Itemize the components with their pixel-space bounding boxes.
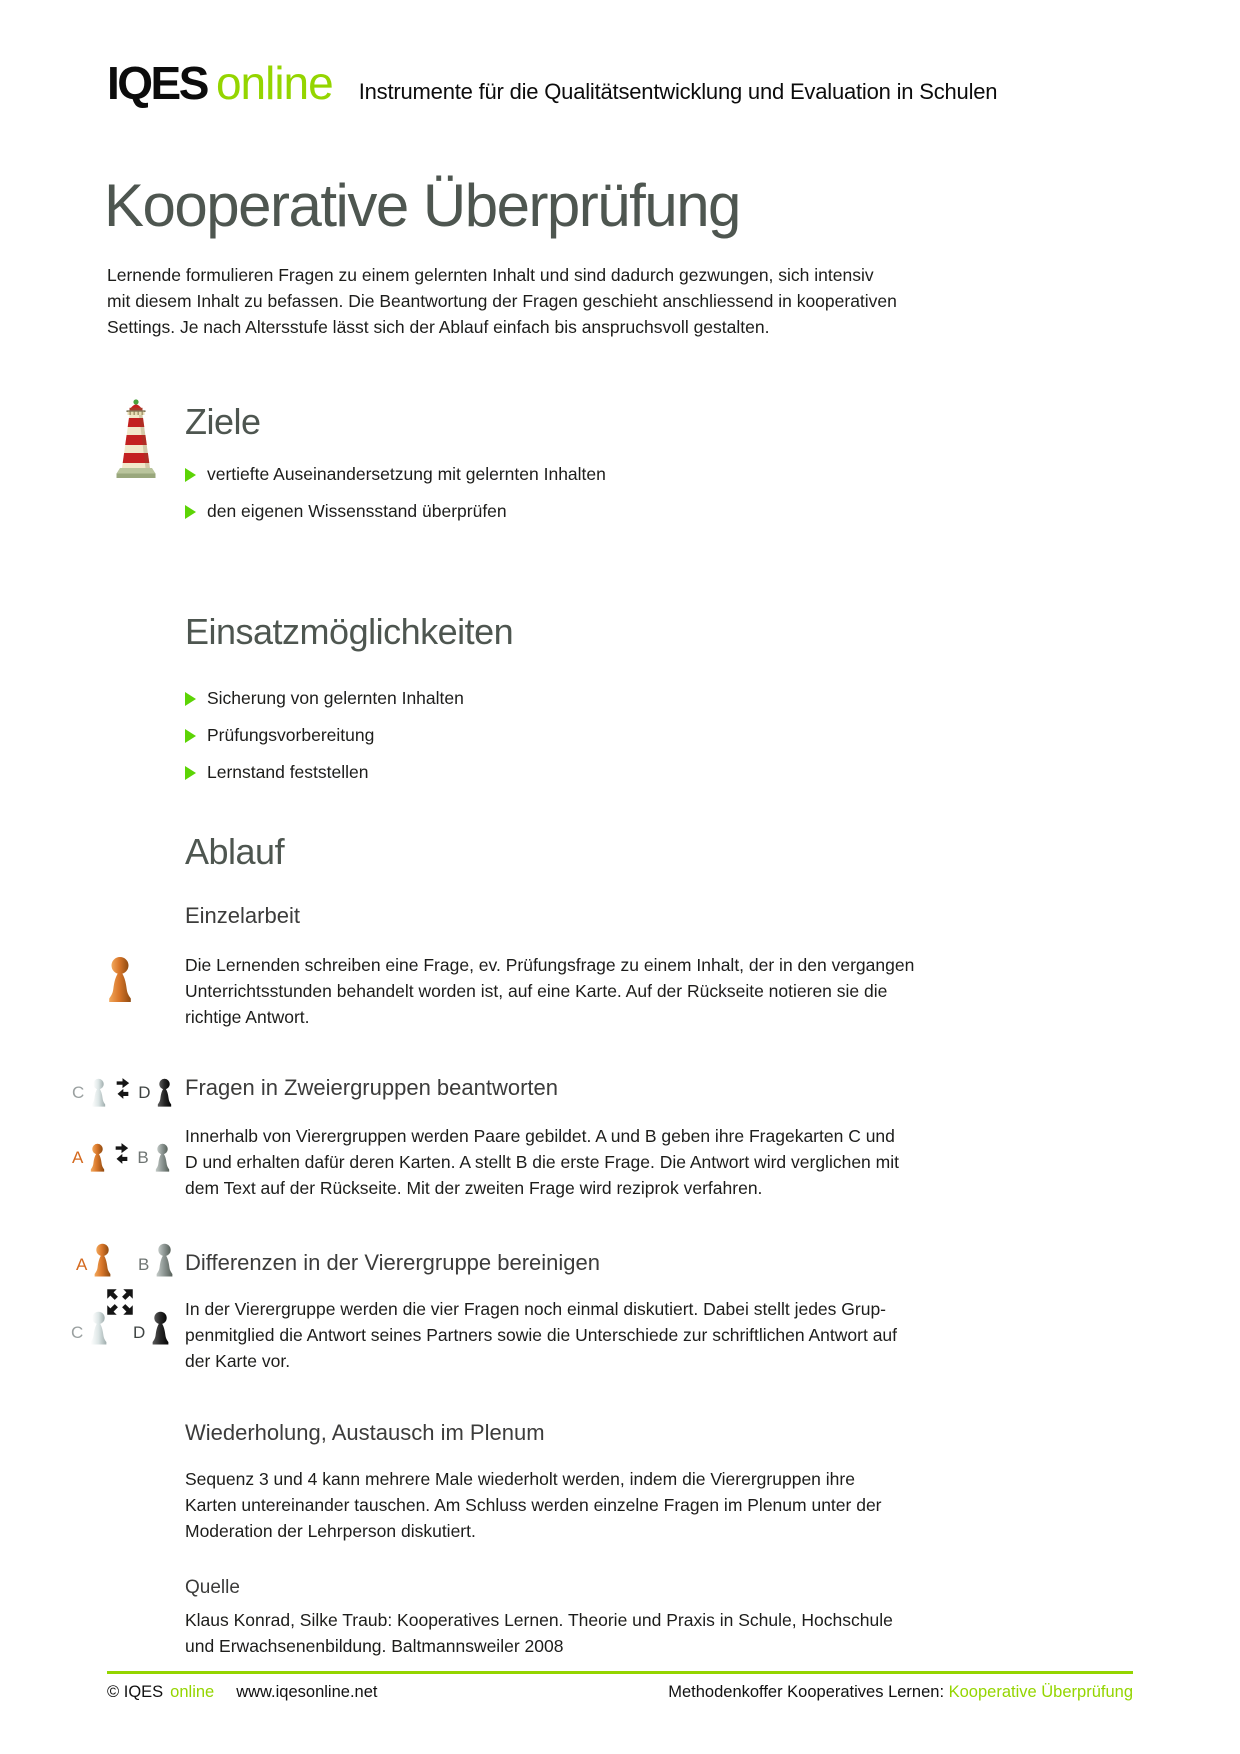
bullet-triangle-icon xyxy=(185,505,196,519)
paragraph-line: Karten untereinander tauschen. Am Schluss werden einzelne Fragen im Plenum unter der xyxy=(185,1495,882,1515)
step-heading-zweiergruppen: Fragen in Zweiergruppen beantworten xyxy=(185,1075,559,1100)
bullet-triangle-icon xyxy=(185,468,196,482)
bullet-text: Lernstand feststellen xyxy=(207,762,369,782)
paragraph-line: der Karte vor. xyxy=(185,1351,291,1371)
pawn-label-b: B xyxy=(138,1255,150,1274)
gray-pawn-icon xyxy=(152,1143,173,1173)
paragraph-line: Innerhalb von Vierergruppen werden Paare gebildet. A und B geben ihre Fragekarten C und xyxy=(185,1126,895,1146)
list-item xyxy=(185,688,464,709)
pawn-group-c xyxy=(71,1311,111,1346)
pawn-group-b xyxy=(138,1243,177,1278)
footer-context-highlight: Kooperative Überprüfung xyxy=(948,1683,1133,1701)
black-pawn-icon xyxy=(148,1311,173,1346)
orange-pawn-icon xyxy=(87,1143,108,1173)
list-item xyxy=(185,762,369,783)
pawn-group-d xyxy=(133,1311,173,1346)
footer-brand-online: online xyxy=(170,1683,215,1701)
pair-exchange-pawns-icon xyxy=(72,1077,182,1173)
bullet-text: vertiefte Auseinandersetzung mit gelernten Inhalten xyxy=(207,464,606,484)
step-paragraph xyxy=(185,1296,897,1374)
pawn-group-a xyxy=(76,1243,115,1278)
pawn-label-d: D xyxy=(133,1323,146,1342)
paragraph-line: D und erhalten dafür deren Karten. A stellt B die erste Frage. Die Antwort wird verglichen mit xyxy=(185,1152,899,1172)
exchange-arrows-icon xyxy=(115,1077,130,1100)
paragraph-line: Unterrichtsstunden behandelt worden ist, auf eine Karte. Auf der Rückseite notieren sie die xyxy=(185,981,888,1001)
paragraph-line: Die Lernenden schreiben eine Frage, ev. Prüfungsfrage zu einem Inhalt, der in den vergangen xyxy=(185,955,915,975)
foursome-pawns-icon xyxy=(68,1243,186,1359)
pawn-label-a: A xyxy=(76,1255,88,1274)
footer-rule xyxy=(107,1671,1133,1674)
masthead xyxy=(107,57,998,109)
paragraph-line: und Erwachsenenbildung. Baltmannsweiler 2008 xyxy=(185,1636,564,1656)
orange-pawn-icon xyxy=(103,956,137,1004)
paragraph-line: richtige Antwort. xyxy=(185,1007,310,1027)
step-heading-einzelarbeit: Einzelarbeit xyxy=(185,903,300,928)
footer-context: Methodenkoffer Kooperatives Lernen: xyxy=(668,1683,945,1701)
pawn-label-b: B xyxy=(137,1148,149,1167)
pawn-pair-ab xyxy=(72,1142,182,1173)
list-item xyxy=(185,464,606,485)
pawn-label-a: A xyxy=(72,1148,84,1167)
footer-right xyxy=(668,1683,1133,1702)
footer-url-link[interactable]: www.iqesonline.net xyxy=(236,1683,378,1701)
gray-pawn-icon xyxy=(152,1243,177,1278)
intro-line: Lernende formulieren Fragen zu einem gelernten Inhalt und sind dadurch gezwungen, sich intensiv xyxy=(107,265,874,285)
lighthouse-icon xyxy=(110,398,162,480)
intro-paragraph xyxy=(107,262,897,340)
bullet-triangle-icon xyxy=(185,766,196,780)
bullet-text: den eigenen Wissensstand überprüfen xyxy=(207,501,507,521)
pawn-pair-cd xyxy=(72,1077,182,1108)
bullet-text: Sicherung von gelernten Inhalten xyxy=(207,688,464,708)
black-pawn-icon xyxy=(154,1078,175,1108)
header-tagline: Instrumente für die Qualitätsentwicklung und Evaluation in Schulen xyxy=(358,79,998,104)
bullet-triangle-icon xyxy=(185,692,196,706)
quelle-paragraph xyxy=(185,1607,893,1659)
white-pawn-icon xyxy=(86,1311,111,1346)
paragraph-line: Klaus Konrad, Silke Traub: Kooperatives Lernen. Theorie und Praxis in Schule, Hochschule xyxy=(185,1610,893,1630)
paragraph-line: Sequenz 3 und 4 kann mehrere Male wiederholt werden, indem die Vierergruppen ihre xyxy=(185,1469,855,1489)
paragraph-line: dem Text auf der Rückseite. Mit der zweiten Frage wird reziprok verfahren. xyxy=(185,1178,763,1198)
list-item xyxy=(185,501,507,522)
step-paragraph xyxy=(185,1466,882,1544)
bullet-text: Prüfungsvorbereitung xyxy=(207,725,375,745)
paragraph-line: In der Vierergruppe werden die vier Fragen noch einmal diskutiert. Dabei stellt jedes Grup- xyxy=(185,1299,887,1319)
pawn-label-c: C xyxy=(72,1083,85,1102)
step-paragraph xyxy=(185,952,914,1030)
exchange-arrows-icon xyxy=(114,1142,129,1165)
list-item xyxy=(185,725,374,746)
step-paragraph xyxy=(185,1123,899,1201)
page-title: Kooperative Überprüfung xyxy=(104,172,740,239)
pawn-label-d: D xyxy=(138,1083,151,1102)
footer-left xyxy=(107,1683,377,1702)
step-heading-plenum: Wiederholung, Austausch im Plenum xyxy=(185,1420,545,1445)
footer-copyright: © IQES xyxy=(107,1683,164,1701)
step-heading-vierergruppe: Differenzen in der Vierergruppe bereinigen xyxy=(185,1250,601,1275)
paragraph-line: Moderation der Lehrperson diskutiert. xyxy=(185,1521,476,1541)
iqes-logo: IQES xyxy=(107,57,207,109)
paragraph-line: penmitglied die Antwort seines Partners sowie die Unterschiede zur schriftlichen Antwort auf xyxy=(185,1325,898,1345)
intro-line: Settings. Je nach Altersstufe lässt sich der Ablauf einfach bis anspruchsvoll gestalten. xyxy=(107,317,770,337)
intro-line: mit diesem Inhalt zu befassen. Die Beantwortung der Fragen geschieht anschliessend in kooperativen xyxy=(107,291,897,311)
section-heading-ziele: Ziele xyxy=(185,401,261,442)
iqes-logo-online: online xyxy=(215,57,333,109)
orange-pawn-icon xyxy=(90,1243,115,1278)
section-heading-ablauf: Ablauf xyxy=(185,831,285,872)
white-pawn-icon xyxy=(88,1078,109,1108)
pawn-label-c: C xyxy=(71,1323,84,1342)
section-heading-einsatzmoeglichkeiten: Einsatzmöglichkeiten xyxy=(185,611,514,652)
quelle-heading: Quelle xyxy=(185,1577,240,1598)
bullet-triangle-icon xyxy=(185,729,196,743)
